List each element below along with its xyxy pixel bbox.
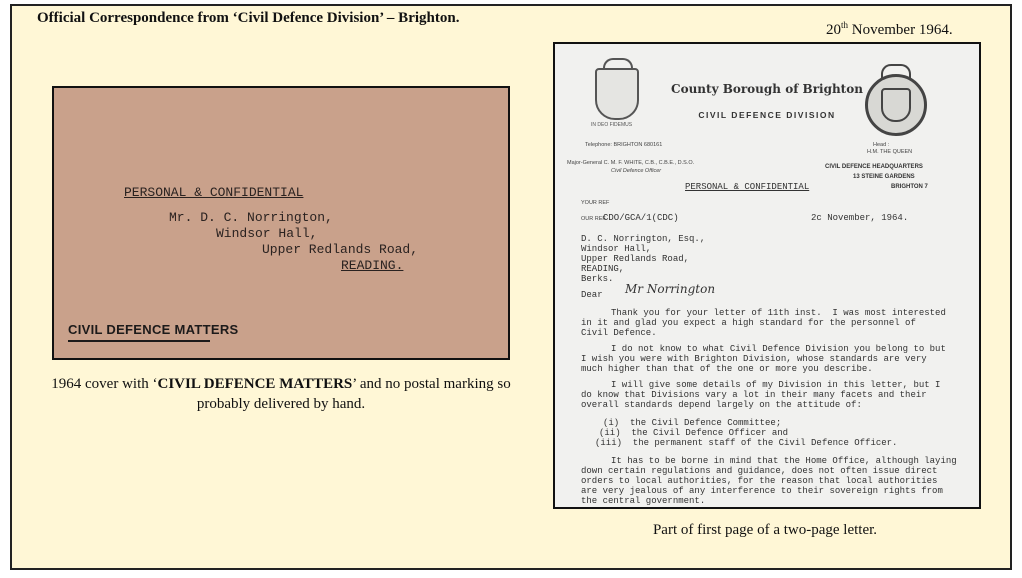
crest-motto: IN DEO FIDEMUS: [591, 122, 633, 128]
our-ref-label: OUR REF: [581, 216, 606, 222]
para1-line: Civil Defence.: [581, 328, 657, 338]
envelope-address-line: READING.: [341, 258, 404, 273]
para4-line: It has to be borne in mind that the Home Office, although laying: [611, 456, 957, 466]
handwritten-salutation-name: Mr Norrington: [625, 282, 716, 296]
para4-line: are very jealous of any interference to their sovereign rights from: [581, 486, 943, 496]
para3-line: overall standards depend largely on the attitude of:: [581, 400, 862, 410]
envelope-cover-image: [52, 86, 510, 360]
officer-title: Civil Defence Officer: [611, 168, 662, 174]
envelope-address-line: Upper Redlands Road,: [262, 242, 419, 257]
head-name: H.M. THE QUEEN: [867, 149, 913, 155]
telephone: Telephone: BRIGHTON 680161: [585, 142, 663, 148]
your-ref-label: YOUR REF: [581, 200, 610, 206]
hq-line: 13 STEINE GARDENS: [853, 174, 915, 180]
letter-caption: Part of first page of a two-page letter.: [652, 522, 878, 538]
list-item: (i) the Civil Defence Committee;: [603, 418, 782, 428]
envelope-heading: PERSONAL & CONFIDENTIAL: [124, 185, 304, 200]
para4-line: the central government.: [581, 496, 706, 506]
letter-date: 2c November, 1964.: [811, 213, 909, 223]
recipient-line: Windsor Hall,: [581, 244, 652, 254]
page-date: 20th November 1964.: [826, 20, 953, 38]
recipient-line: D. C. Norrington, Esq.,: [581, 234, 706, 244]
para2-line: I wish you were with Brighton Division, whose standards are very: [581, 354, 927, 364]
list-item: (ii) the Civil Defence Officer and: [599, 428, 789, 438]
envelope-address-line: Mr. D. C. Norrington,: [169, 210, 333, 225]
para4-line: orders to local authorities, for the reason that local authorities: [581, 476, 938, 486]
our-ref: CDO/GCA/1(CDC): [603, 213, 679, 223]
salutation: Dear: [581, 290, 603, 300]
civil-defence-matters-stamp: CIVIL DEFENCE MATTERS: [68, 322, 239, 337]
page-title: Official Correspondence from ‘Civil Defence Division’ – Brighton.: [37, 10, 460, 26]
recipient-line: Upper Redlands Road,: [581, 254, 690, 264]
para2-line: I do not know to what Civil Defence Division you belong to but: [611, 344, 946, 354]
letterhead-division: CIVIL DEFENCE DIVISION: [698, 110, 836, 120]
officer-name: Major-General C. M. F. WHITE, C.B., C.B.E., D.S.O.: [567, 160, 695, 166]
recipient-line: Berks.: [581, 274, 614, 284]
para2-line: much higher than that of the one or more you describe.: [581, 364, 873, 374]
para3-line: I will give some details of my Division in this letter, but I: [611, 380, 941, 390]
para1-line: Thank you for your letter of 11th inst. I was most interested: [611, 308, 946, 318]
stamp-underline: [68, 340, 210, 342]
envelope-address-line: Windsor Hall,: [216, 226, 318, 241]
letter-image: [553, 42, 981, 509]
hq-line: BRIGHTON 7: [891, 184, 928, 190]
para1-line: in it and glad you expect a high standard for the personnel of: [581, 318, 916, 328]
letterhead-borough: County Borough of Brighton: [671, 82, 863, 96]
para4-line: down certain regulations and guidance, does not often issue direct: [581, 466, 938, 476]
head-label: Head :: [873, 142, 890, 148]
list-item: (iii) the permanent staff of the Civil Defence Officer.: [595, 438, 898, 448]
letter-subject: PERSONAL & CONFIDENTIAL: [685, 182, 810, 192]
envelope-caption: 1964 cover with ‘CIVIL DEFENCE MATTERS’ and no postal marking so probably delivered by hand.: [51, 376, 511, 412]
hq-line: CIVIL DEFENCE HEADQUARTERS: [825, 164, 923, 170]
recipient-line: READING,: [581, 264, 625, 274]
para3-line: do know that Divisions vary a lot in their many facets and their: [581, 390, 927, 400]
